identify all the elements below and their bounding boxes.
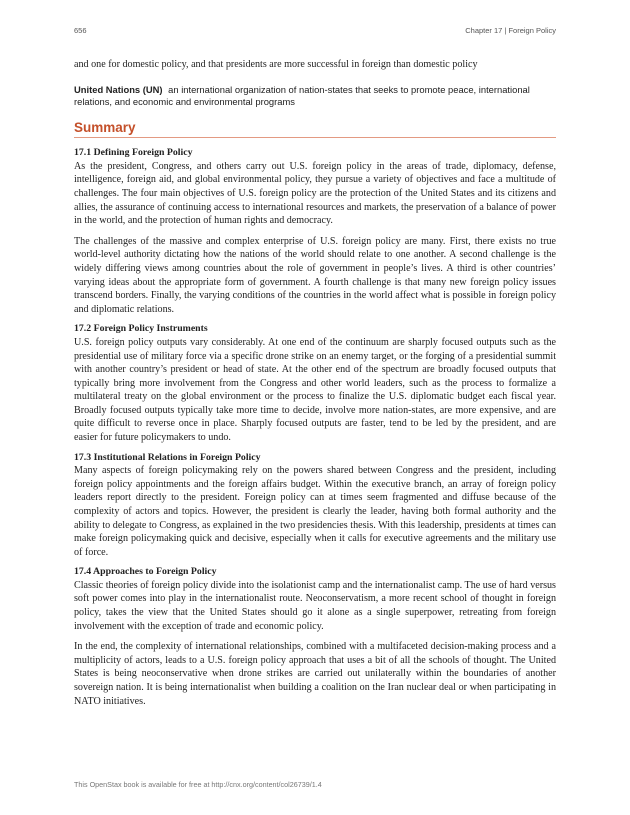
section-17-2: [74, 323, 556, 444]
page-footer: This OpenStax book is available for free at http://cnx.org/content/col26739/1.4: [74, 780, 322, 789]
term-definition: an international organization of nation-states that seeks to promote peace, international relations, and economic and environmental programs: [74, 83, 530, 108]
section-paragraph: Classic theories of foreign policy divide into the isolationist camp and the internationalist camp. The use of hard versus soft power comes into play in the internationalist route. Neoconservatism, a more recent school of thought in foreign policy, takes the view that the United States should go it alone as a single superpower, retreating from foreign involvement with the exception of trade and economic policy.: [74, 579, 556, 632]
glossary-term: [74, 84, 556, 109]
section-17-4: [74, 566, 556, 708]
section-17-1: [74, 147, 556, 316]
chapter-title: Chapter 17 | Foreign Policy: [465, 26, 556, 35]
section-17-3: [74, 452, 556, 560]
section-paragraph: Many aspects of foreign policymaking rely on the powers shared between Congress and the president, including foreign policy appointments and the foreign affairs budget. Within the executive branch, an array of foreign policy leaders report directly to the president. Foreign policy can at times seem fragmented and diffuse because of the complexity of actors and topics. However, the president is clearly the leader, having both formal authority and the ability to delegate to Congress, as explained in the two presidencies thesis. With this leadership, presidents at times can make foreign policymaking quick and decisive, especially when it calls for executive agreements and the military use of force.: [74, 465, 556, 558]
section-paragraph: As the president, Congress, and others carry out U.S. foreign policy in the areas of trade, diplomacy, defense, intelligence, foreign aid, and global environmental policy, they pursue a variety of objectives and face a multitude of challenges. The four main objectives of U.S. foreign policy are the protection of the United States and its citizens and allies, the assurance of continuing access to international resources and markets, the preservation of a balance of power in the world, and the protection of human rights and democracy.: [74, 160, 556, 227]
section-title: 17.1 Defining Foreign Policy: [74, 147, 193, 159]
summary-heading: Summary: [74, 121, 556, 139]
page-content: [74, 58, 556, 715]
term-name: United Nations (UN): [74, 83, 163, 95]
page-number: 656: [74, 26, 87, 35]
section-paragraph: U.S. foreign policy outputs vary considerably. At one end of the continuum are sharply focused outputs such as the presidential use of military force via a specific drone strike on an enemy target, or the forging of a presidential summit with another country’s president or head of state. At the other end of the spectrum are broadly focused outputs that typically bring more involvement from the Congress and other world leaders, such as the process to formalize a multilateral treaty on the global environment or the process to finalize the U.S. diplomatic budget each fiscal year. Broadly focused outputs typically take more time to decide, involve more nation-states, are more expensive, and are quite difficult to reverse once in place. Sharply focused outputs are faster, tend to be led by the president, and are easier for future policymakers to undo.: [74, 336, 556, 444]
intro-fragment: and one for domestic policy, and that presidents are more successful in foreign than domestic policy: [74, 59, 478, 70]
section-title: 17.4 Approaches to Foreign Policy: [74, 566, 217, 578]
section-title: 17.3 Institutional Relations in Foreign Policy: [74, 451, 261, 463]
section-paragraph: The challenges of the massive and complex enterprise of U.S. foreign policy are many. First, there exists no true world-level authority dictating how the nations of the world should relate to one another. A second challenge is the widely differing views among countries about the role of government in people’s lives. A third is other countries’ varying ideas about the appropriate form of government. A fourth challenge is that many new foreign policy issues transcend borders. Finally, the varying conditions of the countries in the world affect what is possible in foreign policy and diplomatic relations.: [74, 235, 556, 315]
section-title: 17.2 Foreign Policy Instruments: [74, 323, 208, 335]
page-header: [74, 26, 556, 38]
section-paragraph: In the end, the complexity of international relationships, combined with a multifaceted decision-making process and a multiplicity of actors, leads to a U.S. foreign policy approach that uses a bit of all the schools of thought. The United States is being neoconservative when drone strikes are carried out unilaterally within the boundaries of another sovereign nation. It is being internationalist when building a coalition on the Iran nuclear deal or when participating in NATO initiatives.: [74, 641, 556, 707]
